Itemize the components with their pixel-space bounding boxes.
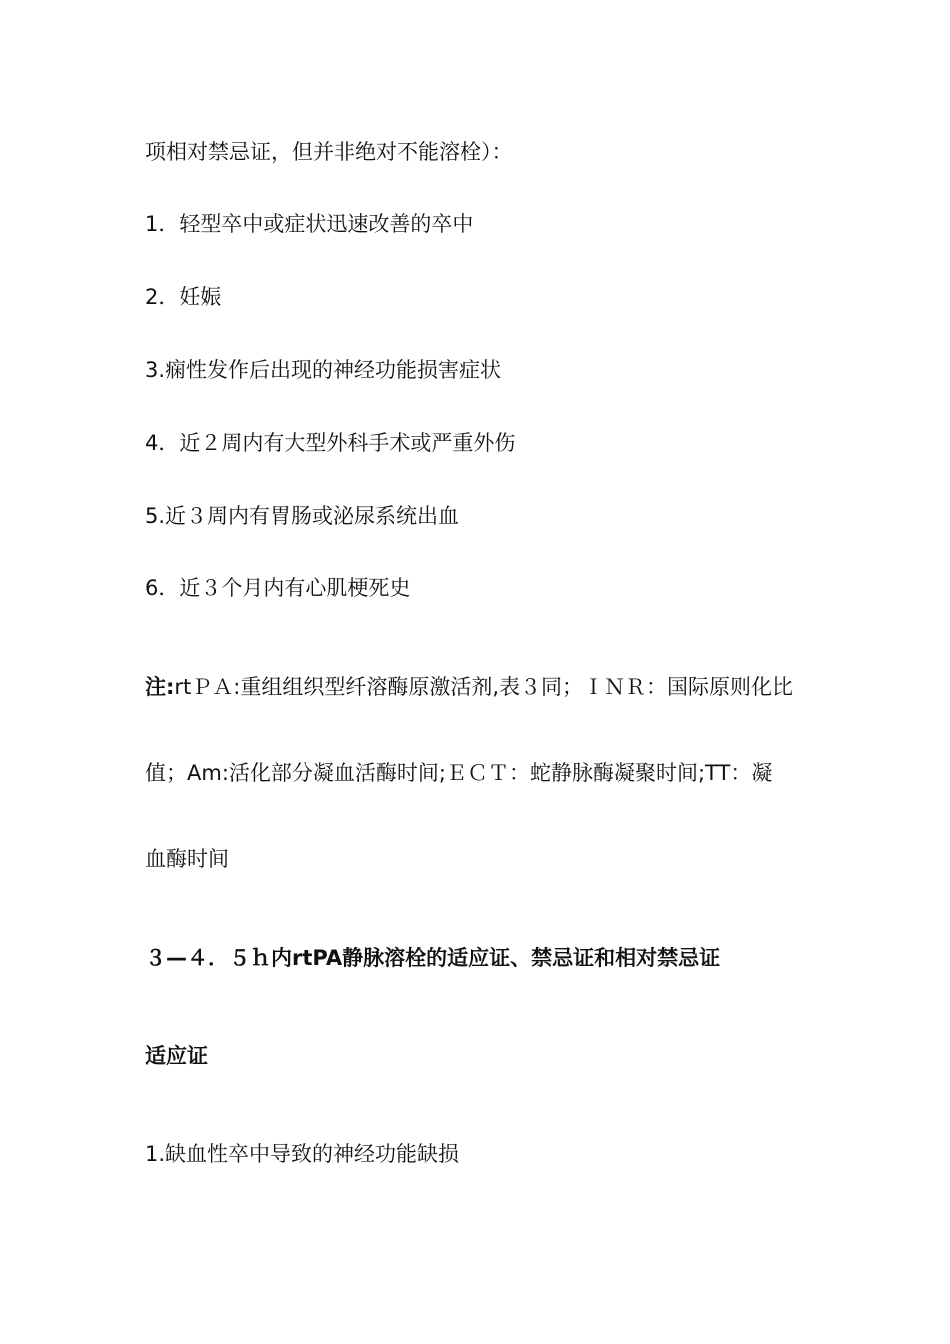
indications-heading: 适应证 — [145, 1044, 208, 1068]
relative-contraindication-item-6: 6．近３个月内有心肌梗死史 — [145, 576, 411, 600]
relative-contraindication-item-3: 3.痫性发作后出现的神经功能损害症状 — [145, 358, 502, 382]
continued-text: 项相对禁忌证，但并非绝对不能溶栓）： — [145, 140, 513, 164]
note-text-1: rtＰＡ:重组组织型纤溶酶原激活剂,表３同；ＩＮＲ：国际原则化比 — [174, 675, 794, 699]
note-line-1 — [145, 673, 793, 701]
relative-contraindication-item-4: 4．近２周内有大型外科手术或严重外伤 — [145, 431, 516, 455]
section-title: ３—４．５ｈ内rtPA静脉溶栓的适应证、禁忌证和相对禁忌证 — [145, 946, 721, 970]
note-line-2: 值；Am:活化部分凝血活酶时间;ＥＣＴ：蛇静脉酶凝聚时间;TT：凝 — [145, 761, 773, 785]
relative-contraindication-item-2: 2．妊娠 — [145, 285, 222, 309]
relative-contraindication-item-5: 5.近３周内有胃肠或泌尿系统出血 — [145, 504, 460, 528]
note-label: 注: — [145, 675, 175, 699]
note-line-3: 血酶时间 — [145, 847, 229, 871]
indication-item-1: 1.缺血性卒中导致的神经功能缺损 — [145, 1142, 460, 1166]
relative-contraindication-item-1: 1．轻型卒中或症状迅速改善的卒中 — [145, 212, 474, 236]
